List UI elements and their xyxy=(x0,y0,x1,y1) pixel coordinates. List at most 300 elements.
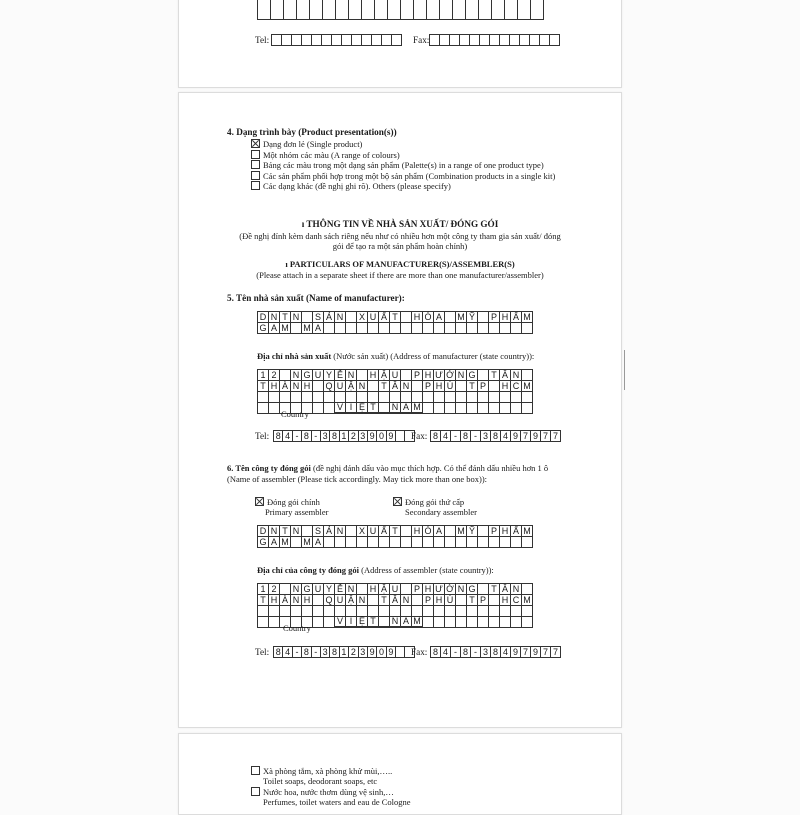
letter-box[interactable]: H xyxy=(500,381,511,392)
letter-box[interactable] xyxy=(511,606,522,617)
letter-box[interactable]: 9 xyxy=(511,431,521,442)
letter-box[interactable] xyxy=(467,392,478,403)
letter-box[interactable]: 1 xyxy=(340,431,349,442)
letter-box[interactable] xyxy=(280,606,291,617)
letter-box[interactable] xyxy=(357,323,368,334)
letter-box[interactable] xyxy=(423,392,434,403)
letter-box[interactable]: Ỹ xyxy=(467,526,478,537)
letter-box[interactable]: - xyxy=(451,647,461,658)
letter-box[interactable]: 3 xyxy=(359,647,368,658)
letter-box[interactable]: N xyxy=(357,595,368,606)
letter-box[interactable]: G xyxy=(258,537,269,548)
letter-box[interactable] xyxy=(280,370,291,381)
presentation-option[interactable] xyxy=(251,181,555,192)
letter-box[interactable]: Â xyxy=(390,595,401,606)
letter-box[interactable] xyxy=(478,370,489,381)
letter-box[interactable]: N xyxy=(335,312,346,323)
letter-box[interactable]: X xyxy=(357,312,368,323)
letter-box[interactable] xyxy=(322,35,332,46)
letter-box[interactable]: A xyxy=(434,312,445,323)
letter-box[interactable]: 4 xyxy=(441,431,451,442)
letter-box[interactable]: 8 xyxy=(330,647,339,658)
letter-box[interactable]: Q xyxy=(324,381,335,392)
letter-box[interactable]: H xyxy=(269,381,280,392)
letter-box[interactable] xyxy=(368,381,379,392)
letter-box[interactable]: 8 xyxy=(274,647,283,658)
letter-box[interactable] xyxy=(372,35,382,46)
letter-box[interactable]: 4 xyxy=(501,647,511,658)
letter-box[interactable] xyxy=(302,526,313,537)
letter-box[interactable] xyxy=(467,537,478,548)
letter-box[interactable] xyxy=(434,617,445,628)
letter-box[interactable] xyxy=(522,606,533,617)
letter-box[interactable]: T xyxy=(379,381,390,392)
letter-box[interactable] xyxy=(258,617,269,628)
letter-box[interactable] xyxy=(401,584,412,595)
letter-box[interactable]: Ó xyxy=(423,526,434,537)
letter-box[interactable]: Ư xyxy=(434,584,445,595)
letter-box[interactable]: Q xyxy=(324,595,335,606)
letter-box[interactable] xyxy=(510,35,520,46)
letter-box[interactable]: A xyxy=(401,616,412,627)
letter-box[interactable]: T xyxy=(258,595,269,606)
letter-box[interactable]: T xyxy=(489,370,500,381)
letter-box[interactable] xyxy=(297,0,310,20)
letter-box[interactable] xyxy=(478,606,489,617)
letter-box[interactable]: Ấ xyxy=(511,526,522,537)
letter-box[interactable] xyxy=(313,392,324,403)
letter-box[interactable]: N xyxy=(269,526,280,537)
letter-box[interactable] xyxy=(466,0,479,20)
letter-box[interactable] xyxy=(382,35,392,46)
category-checkbox[interactable] xyxy=(251,766,260,775)
letter-box[interactable]: 8 xyxy=(461,431,471,442)
letter-box[interactable]: G xyxy=(467,584,478,595)
option-checkbox[interactable] xyxy=(251,150,260,159)
letter-box[interactable] xyxy=(396,647,405,658)
letter-box[interactable] xyxy=(423,403,434,414)
letter-box[interactable]: Ễ xyxy=(335,584,346,595)
letter-box[interactable] xyxy=(479,0,492,20)
letter-box[interactable] xyxy=(478,537,489,548)
letter-box[interactable]: S xyxy=(313,312,324,323)
letter-box[interactable]: 7 xyxy=(541,431,551,442)
letter-box[interactable]: M xyxy=(522,526,533,537)
letter-box[interactable] xyxy=(269,606,280,617)
letter-box[interactable]: N xyxy=(291,312,302,323)
letter-box[interactable]: N xyxy=(401,381,412,392)
letter-box[interactable]: T xyxy=(390,312,401,323)
option-checkbox[interactable] xyxy=(251,160,260,169)
letter-box[interactable]: Ệ xyxy=(357,616,368,627)
letter-box[interactable]: H xyxy=(368,584,379,595)
letter-box[interactable]: P xyxy=(423,595,434,606)
letter-box[interactable]: T xyxy=(368,616,379,627)
letter-box[interactable] xyxy=(489,323,500,334)
letter-box[interactable]: T xyxy=(467,381,478,392)
letter-box[interactable] xyxy=(310,0,323,20)
letter-box[interactable] xyxy=(284,0,297,20)
letter-box[interactable]: H xyxy=(302,595,313,606)
option-checkbox[interactable] xyxy=(251,139,260,148)
letter-box[interactable] xyxy=(368,323,379,334)
letter-box[interactable]: M xyxy=(280,323,291,334)
letter-box[interactable]: 8 xyxy=(302,647,311,658)
letter-box[interactable]: - xyxy=(312,647,321,658)
letter-box[interactable] xyxy=(302,392,313,403)
letter-box[interactable]: N xyxy=(456,370,467,381)
letter-box[interactable] xyxy=(302,606,313,617)
presentation-option[interactable] xyxy=(251,171,555,182)
letter-box[interactable]: T xyxy=(280,312,291,323)
letter-box[interactable] xyxy=(522,584,533,595)
letter-box[interactable] xyxy=(511,617,522,628)
letter-box[interactable] xyxy=(280,392,291,403)
letter-box[interactable] xyxy=(282,35,292,46)
letter-box[interactable] xyxy=(445,537,456,548)
letter-box[interactable] xyxy=(445,403,456,414)
letter-box[interactable]: 1 xyxy=(258,584,269,595)
letter-box[interactable] xyxy=(414,0,427,20)
letter-box[interactable] xyxy=(445,526,456,537)
letter-box[interactable]: M xyxy=(522,381,533,392)
letter-box[interactable]: 3 xyxy=(359,431,368,442)
presentation-option[interactable] xyxy=(251,139,555,150)
letter-box[interactable] xyxy=(500,35,510,46)
letter-box[interactable]: A xyxy=(269,323,280,334)
letter-box[interactable] xyxy=(450,35,460,46)
letter-box[interactable]: N xyxy=(335,526,346,537)
letter-box[interactable] xyxy=(470,35,480,46)
letter-box[interactable]: 8 xyxy=(431,431,441,442)
letter-box[interactable] xyxy=(423,606,434,617)
letter-box[interactable]: V xyxy=(335,616,346,627)
letter-box[interactable]: 9 xyxy=(531,647,541,658)
letter-box[interactable] xyxy=(313,617,324,628)
letter-box[interactable]: V xyxy=(335,402,346,413)
secondary-assembler-option[interactable] xyxy=(393,497,464,507)
letter-box[interactable]: T xyxy=(368,402,379,413)
letter-box[interactable] xyxy=(511,403,522,414)
letter-box[interactable] xyxy=(434,537,445,548)
letter-box[interactable] xyxy=(346,323,357,334)
letter-box[interactable]: 9 xyxy=(368,647,377,658)
letter-box[interactable]: P xyxy=(478,595,489,606)
letter-box[interactable] xyxy=(401,370,412,381)
letter-box[interactable]: M xyxy=(456,526,467,537)
letter-box[interactable] xyxy=(258,606,269,617)
letter-box[interactable] xyxy=(272,35,282,46)
letter-box[interactable]: H xyxy=(412,312,423,323)
letter-box[interactable] xyxy=(505,0,518,20)
letter-box[interactable]: A xyxy=(269,537,280,548)
letter-box[interactable]: M xyxy=(280,537,291,548)
letter-box[interactable] xyxy=(480,35,490,46)
letter-box[interactable] xyxy=(467,403,478,414)
letter-box[interactable]: Ậ xyxy=(346,381,357,392)
letter-box[interactable] xyxy=(434,606,445,617)
letter-box[interactable] xyxy=(456,617,467,628)
letter-box[interactable]: T xyxy=(390,526,401,537)
letter-box[interactable]: 4 xyxy=(441,647,451,658)
letter-box[interactable] xyxy=(500,403,511,414)
product-category-option[interactable] xyxy=(251,766,411,776)
letter-box[interactable] xyxy=(396,431,405,442)
letter-box[interactable] xyxy=(550,35,560,46)
letter-box[interactable]: 8 xyxy=(302,431,311,442)
letter-box[interactable]: 7 xyxy=(551,647,561,658)
letter-box[interactable] xyxy=(375,0,388,20)
option-checkbox[interactable] xyxy=(251,171,260,180)
letter-box[interactable]: - xyxy=(312,431,321,442)
letter-box[interactable] xyxy=(456,403,467,414)
letter-box[interactable]: N xyxy=(401,595,412,606)
letter-box[interactable]: A xyxy=(434,526,445,537)
letter-box[interactable]: H xyxy=(434,381,445,392)
letter-box[interactable]: C xyxy=(511,381,522,392)
letter-box[interactable]: 7 xyxy=(551,431,561,442)
letter-box[interactable] xyxy=(423,537,434,548)
letter-box[interactable]: 8 xyxy=(330,431,339,442)
letter-box[interactable]: 8 xyxy=(491,431,501,442)
letter-box[interactable]: P xyxy=(412,370,423,381)
letter-box[interactable] xyxy=(269,403,280,414)
letter-box[interactable]: Â xyxy=(500,584,511,595)
letter-box[interactable]: N xyxy=(511,370,522,381)
letter-box[interactable] xyxy=(291,606,302,617)
letter-box[interactable] xyxy=(412,323,423,334)
letter-box[interactable] xyxy=(445,617,456,628)
letter-box[interactable]: 2 xyxy=(269,370,280,381)
letter-box[interactable]: 9 xyxy=(387,647,396,658)
letter-box[interactable] xyxy=(511,392,522,403)
secondary-checkbox[interactable] xyxy=(393,497,402,506)
letter-box[interactable]: 8 xyxy=(431,647,441,658)
letter-box[interactable] xyxy=(401,312,412,323)
letter-box[interactable] xyxy=(489,392,500,403)
letter-box[interactable] xyxy=(478,526,489,537)
letter-box[interactable]: P xyxy=(478,381,489,392)
letter-box[interactable]: H xyxy=(434,595,445,606)
letter-box[interactable] xyxy=(271,0,284,20)
letter-box[interactable]: 7 xyxy=(541,647,551,658)
letter-box[interactable]: N xyxy=(390,402,401,413)
letter-box[interactable] xyxy=(292,35,302,46)
letter-box[interactable]: G xyxy=(302,370,313,381)
letter-box[interactable] xyxy=(500,392,511,403)
letter-box[interactable]: 2 xyxy=(269,584,280,595)
letter-box[interactable] xyxy=(500,617,511,628)
letter-box[interactable] xyxy=(478,403,489,414)
letter-box[interactable]: 2 xyxy=(349,431,358,442)
letter-box[interactable]: N xyxy=(346,584,357,595)
letter-box[interactable]: U xyxy=(313,584,324,595)
letter-box[interactable] xyxy=(478,617,489,628)
letter-box[interactable]: P xyxy=(412,584,423,595)
letter-box[interactable]: 3 xyxy=(321,647,330,658)
letter-box[interactable] xyxy=(445,323,456,334)
letter-box[interactable] xyxy=(312,35,322,46)
letter-box[interactable] xyxy=(530,35,540,46)
letter-box[interactable] xyxy=(445,312,456,323)
letter-box[interactable]: N xyxy=(291,595,302,606)
letter-box[interactable]: A xyxy=(313,537,324,548)
letter-box[interactable] xyxy=(440,0,453,20)
letter-box[interactable] xyxy=(401,526,412,537)
letter-box[interactable]: N xyxy=(456,584,467,595)
letter-box[interactable]: M xyxy=(522,595,533,606)
letter-box[interactable]: 9 xyxy=(368,431,377,442)
letter-box[interactable]: N xyxy=(390,616,401,627)
letter-box[interactable]: Â xyxy=(500,370,511,381)
letter-box[interactable]: H xyxy=(269,595,280,606)
letter-box[interactable]: Ớ xyxy=(445,370,456,381)
letter-box[interactable]: Ỹ xyxy=(467,312,478,323)
letter-box[interactable]: H xyxy=(500,312,511,323)
letter-box[interactable]: I xyxy=(346,616,357,627)
letter-box[interactable] xyxy=(478,392,489,403)
letter-box[interactable]: D xyxy=(258,526,269,537)
letter-box[interactable]: 4 xyxy=(283,431,292,442)
letter-box[interactable] xyxy=(336,0,349,20)
letter-box[interactable]: U xyxy=(335,381,346,392)
letter-box[interactable] xyxy=(291,323,302,334)
letter-box[interactable]: I xyxy=(346,402,357,413)
letter-box[interactable] xyxy=(467,606,478,617)
letter-box[interactable] xyxy=(379,537,390,548)
letter-box[interactable]: M xyxy=(302,323,313,334)
letter-box[interactable] xyxy=(434,403,445,414)
letter-box[interactable]: T xyxy=(467,595,478,606)
letter-box[interactable] xyxy=(453,0,466,20)
letter-box[interactable]: Ả xyxy=(324,312,335,323)
letter-box[interactable]: C xyxy=(511,595,522,606)
letter-box[interactable] xyxy=(522,392,533,403)
presentation-option[interactable] xyxy=(251,160,555,171)
letter-box[interactable] xyxy=(440,35,450,46)
letter-box[interactable] xyxy=(346,537,357,548)
letter-box[interactable]: M xyxy=(456,312,467,323)
letter-box[interactable] xyxy=(412,381,423,392)
letter-box[interactable]: - xyxy=(451,431,461,442)
letter-box[interactable] xyxy=(489,537,500,548)
letter-box[interactable] xyxy=(522,403,533,414)
letter-box[interactable] xyxy=(445,392,456,403)
letter-box[interactable]: 8 xyxy=(274,431,283,442)
letter-box[interactable]: M xyxy=(302,537,313,548)
letter-box[interactable]: 4 xyxy=(283,647,292,658)
letter-box[interactable] xyxy=(368,595,379,606)
letter-box[interactable]: H xyxy=(423,584,434,595)
letter-box[interactable] xyxy=(520,35,530,46)
letter-box[interactable] xyxy=(511,323,522,334)
letter-box[interactable] xyxy=(390,537,401,548)
letter-box[interactable]: N xyxy=(291,370,302,381)
letter-box[interactable]: U xyxy=(390,584,401,595)
letter-box[interactable] xyxy=(492,0,505,20)
letter-box[interactable]: P xyxy=(423,381,434,392)
letter-box[interactable] xyxy=(412,537,423,548)
letter-box[interactable] xyxy=(434,323,445,334)
letter-box[interactable] xyxy=(489,403,500,414)
letter-box[interactable] xyxy=(456,392,467,403)
letter-box[interactable]: 4 xyxy=(501,431,511,442)
letter-box[interactable] xyxy=(302,312,313,323)
letter-box[interactable]: G xyxy=(467,370,478,381)
letter-box[interactable]: À xyxy=(280,381,291,392)
letter-box[interactable] xyxy=(379,616,390,627)
letter-box[interactable] xyxy=(269,392,280,403)
letter-box[interactable]: - xyxy=(293,647,302,658)
letter-box[interactable] xyxy=(352,35,362,46)
letter-box[interactable]: Y xyxy=(324,370,335,381)
letter-box[interactable]: - xyxy=(471,647,481,658)
letter-box[interactable] xyxy=(332,35,342,46)
letter-box[interactable] xyxy=(392,35,402,46)
letter-box[interactable] xyxy=(456,323,467,334)
letter-box[interactable] xyxy=(313,606,324,617)
letter-box[interactable]: 0 xyxy=(377,431,386,442)
primary-checkbox[interactable] xyxy=(255,497,264,506)
letter-box[interactable] xyxy=(324,323,335,334)
letter-box[interactable]: Ú xyxy=(445,595,456,606)
letter-box[interactable] xyxy=(500,537,511,548)
letter-box[interactable] xyxy=(478,323,489,334)
letter-box[interactable]: S xyxy=(313,526,324,537)
letter-box[interactable]: Ậ xyxy=(379,370,390,381)
letter-box[interactable] xyxy=(258,0,271,20)
letter-box[interactable]: H xyxy=(302,381,313,392)
letter-box[interactable]: G xyxy=(258,323,269,334)
letter-box[interactable]: Ễ xyxy=(335,370,346,381)
letter-box[interactable]: Ó xyxy=(423,312,434,323)
letter-box[interactable] xyxy=(335,537,346,548)
letter-box[interactable] xyxy=(401,537,412,548)
letter-box[interactable]: Ư xyxy=(434,370,445,381)
letter-box[interactable] xyxy=(362,0,375,20)
letter-box[interactable]: 1 xyxy=(258,370,269,381)
letter-box[interactable]: Ậ xyxy=(379,584,390,595)
letter-box[interactable] xyxy=(302,35,312,46)
letter-box[interactable]: P xyxy=(489,312,500,323)
letter-box[interactable]: Ậ xyxy=(346,595,357,606)
option-checkbox[interactable] xyxy=(251,181,260,190)
letter-box[interactable] xyxy=(427,0,440,20)
letter-box[interactable] xyxy=(522,537,533,548)
letter-box[interactable] xyxy=(490,35,500,46)
letter-box[interactable]: T xyxy=(489,584,500,595)
letter-box[interactable]: 9 xyxy=(531,431,541,442)
letter-box[interactable]: 9 xyxy=(511,647,521,658)
letter-box[interactable] xyxy=(362,35,372,46)
letter-box[interactable]: Ú xyxy=(445,381,456,392)
letter-box[interactable]: Ờ xyxy=(445,584,456,595)
letter-box[interactable] xyxy=(456,595,467,606)
letter-box[interactable] xyxy=(518,0,531,20)
letter-box[interactable] xyxy=(269,617,280,628)
letter-box[interactable] xyxy=(445,606,456,617)
letter-box[interactable] xyxy=(313,403,324,414)
letter-box[interactable]: U xyxy=(335,595,346,606)
letter-box[interactable] xyxy=(456,606,467,617)
letter-box[interactable]: N xyxy=(357,381,368,392)
letter-box[interactable] xyxy=(467,323,478,334)
letter-box[interactable]: N xyxy=(291,381,302,392)
letter-box[interactable] xyxy=(522,323,533,334)
letter-box[interactable]: T xyxy=(258,381,269,392)
letter-box[interactable]: - xyxy=(471,431,481,442)
letter-box[interactable] xyxy=(478,584,489,595)
